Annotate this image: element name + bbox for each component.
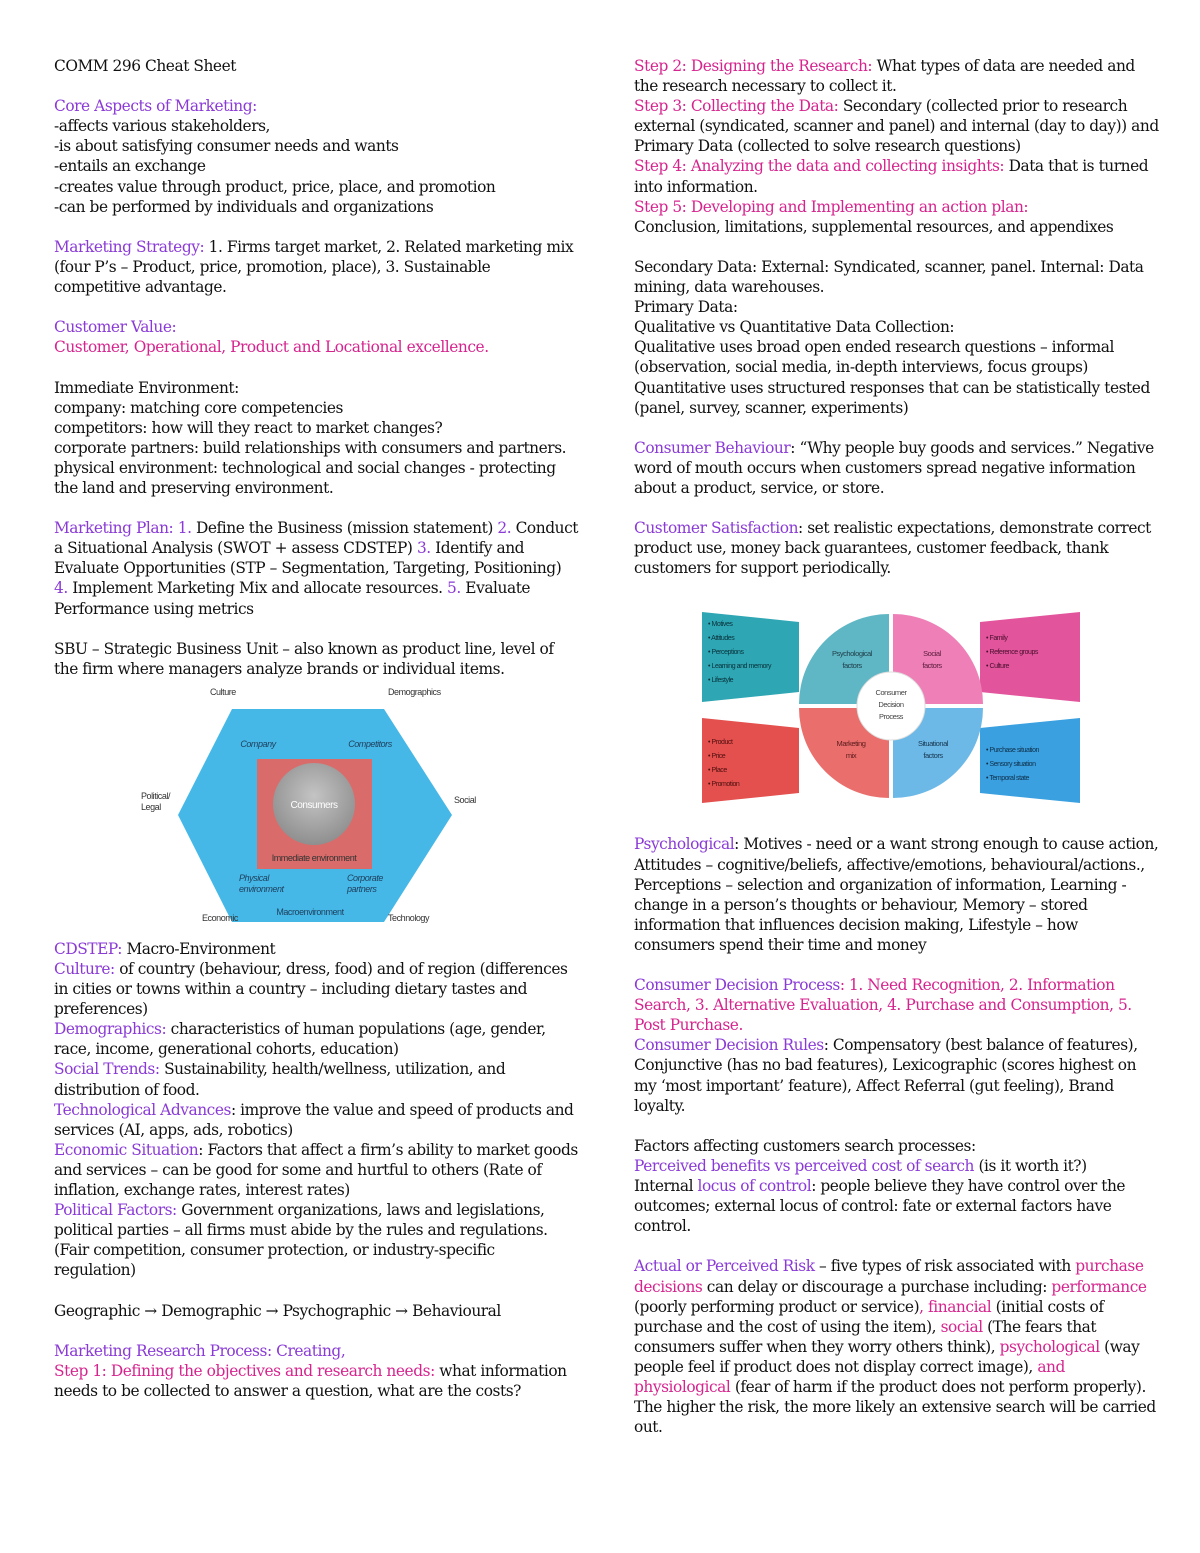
left-column [54, 56, 579, 1401]
risk-term: performance [1051, 1277, 1147, 1296]
cdstep-item-text: Government organizations, laws and legislations, political parties – all firms must abide by the rules and regulations. (Fair competition, consumer protection, or industry-specific regulation) [54, 1201, 548, 1280]
social-factor-item: • Reference groups [986, 649, 1038, 657]
cdstep-item [54, 1140, 579, 1200]
cdstep-label: CDSTEP: [54, 939, 123, 958]
psychological-factor-item: • Lifestyle [708, 677, 734, 685]
consumer-behaviour-text: : “Why people buy goods and services.” Negative word of mouth occurs when customers spread negative information about a product, service, or store. [634, 438, 1154, 497]
plan-number: 3. [416, 539, 431, 558]
cdstep-item-label: Culture: [54, 960, 115, 978]
marketing-mix-label: Marketing [836, 739, 866, 749]
marketing-mix-item: • Promotion [708, 781, 740, 789]
locus-prefix: Internal [634, 1177, 698, 1196]
psychological-text: : Motives - need or a want strong enough to cause action, Attitudes – cognitive/beliefs, affective/emotions, behavioural/actions., Perceptions – selection and organization of information, Learning - change in a person’s thoughts or behaviour, Memory – stored information that influences decision making, Lifestyle – how consumers spend their time and money [634, 835, 1159, 954]
consumer-decision-process-svg [634, 578, 1160, 834]
immediate-environment-heading: Immediate Environment: [54, 378, 239, 397]
cdstep-item [54, 1059, 579, 1099]
immediate-environment-line: corporate partners: build relationships with consumers and partners. [54, 438, 567, 457]
cdstep-item [54, 959, 579, 1019]
social-factors-panel [980, 612, 1080, 702]
psychological-factors-label: factors [842, 661, 862, 671]
research-step-text: what information needs to be collected to answer a question, what are the costs? [54, 1361, 567, 1400]
social-factor-item: • Culture [986, 663, 1009, 671]
risk-label: Actual or Perceived Risk [634, 1257, 815, 1276]
core-aspect-item: -creates value through product, price, place, and promotion [54, 177, 496, 196]
competitors-label: Competitors [348, 738, 392, 749]
core-aspect-item: -affects various stakeholders, [54, 117, 270, 136]
immediate-environment-line: competitors: how will they react to market changes? [54, 418, 443, 437]
research-step-text: Conclusion, limitations, supplemental resources, and appendixes [634, 217, 1114, 236]
risk-term: purchase decisions [634, 1257, 1144, 1296]
cdstep-item [54, 1200, 579, 1280]
plan-number: 5. [447, 579, 461, 598]
demographics-label: Demographics [388, 686, 441, 697]
immediate-environment-label: Immediate environment [271, 852, 357, 863]
risk-text: (way people feel if product does not display correct image), [634, 1337, 1140, 1376]
risk-text: (The fears that consumers suffer when they worry others think), [634, 1317, 1097, 1356]
marketing-mix-item: • Price [708, 753, 726, 761]
segmentation-flow: Geographic → Demographic → Psychographic → Behavioural [54, 1301, 501, 1320]
data-types-line: Quantitative uses structured responses that can be statistically tested (panel, survey, scanner, experiments) [634, 378, 1150, 417]
social-factor-item: • Family [986, 635, 1008, 643]
core-aspect-item: -entails an exchange [54, 157, 206, 176]
core-aspects-heading: Core Aspects of Marketing: [54, 97, 257, 116]
situational-factors-label: Situational [917, 739, 949, 749]
customer-value-section [54, 317, 579, 357]
cdstep-item-text: of country (behaviour, dress, food) and of region (differences in cities or towns within a country – including dietary tastes and preferences) [54, 960, 568, 1019]
locus-label: locus of control [697, 1177, 812, 1196]
core-aspect-item: -is about satisfying consumer needs and wants [54, 137, 399, 156]
plan-number: 1. [177, 519, 192, 538]
consumers-label: Consumers [290, 799, 338, 811]
customer-value-text: Customer, Operational, Product and Locational excellence. [54, 338, 489, 357]
situational-factor-item: • Temporal state [986, 775, 1029, 783]
technology-label: Technology [388, 912, 430, 923]
risk-text: – five types of risk associated with [814, 1257, 1076, 1276]
social-factors-label: Social [923, 649, 941, 659]
page-title: COMM 296 Cheat Sheet [54, 57, 236, 75]
risk-term: social [940, 1317, 983, 1336]
cdstep-item-text: Sustainability, health/wellness, utilization, and distribution of food. [54, 1060, 506, 1099]
locus-of-control [634, 1176, 1160, 1236]
plan-step-text: Conduct a Situational Analysis (SWOT + assess CDSTEP) [54, 519, 578, 558]
data-types-section [634, 257, 1160, 418]
consumer-decision-process-diagram [634, 578, 1160, 834]
marketing-environment-svg [54, 679, 579, 939]
psychological-factor-item: • Attitudes [708, 635, 735, 643]
cdstep-item-text: : improve the value and speed of products and services (AI, apps, ads, robotics) [54, 1100, 574, 1139]
immediate-environment-line: physical environment: technological and social changes - protecting the land and preserving environment. [54, 458, 556, 497]
cdstep-item [54, 1100, 579, 1140]
psychological-factor-item: • Motives [708, 621, 733, 629]
research-step [634, 156, 1160, 196]
situational-factors-label: factors [923, 751, 943, 761]
research-step-label: Step 4: Analyzing the data and collecting insights: [634, 157, 1005, 176]
company-label: Company [240, 738, 276, 749]
cdstep-item-label: Demographics: [54, 1020, 167, 1039]
core-aspects-section [54, 96, 579, 217]
consumer-decision-rules [634, 1035, 1160, 1115]
corporate-partners-label: partners [347, 883, 377, 894]
physical-environment-label: Physical [239, 872, 269, 883]
data-types-line: Qualitative vs Quantitative Data Collection: [634, 318, 955, 337]
psychological-factors [634, 834, 1160, 955]
psychological-factors-label: Psychological [831, 649, 873, 659]
risk-term: psychological [999, 1337, 1100, 1356]
marketing-environment-diagram [54, 679, 579, 939]
marketing-plan [54, 518, 579, 618]
plan-step-text: Evaluate Performance using metrics [54, 579, 531, 618]
marketing-mix-item: • Place [708, 767, 727, 775]
search-benefits [634, 1156, 1160, 1176]
marketing-plan-label: Marketing Plan: [54, 519, 178, 538]
customer-satisfaction-label: Customer Satisfaction [634, 519, 799, 538]
economic-label: Economic [202, 912, 238, 923]
psychological-factor-item: • Perceptions [708, 649, 744, 657]
data-types-line: Primary Data: [634, 298, 738, 317]
data-types-line: Qualitative uses broad open ended research questions – informal (observation, social media, in-depth interviews, focus groups) [634, 338, 1114, 377]
cdstep-item [54, 1019, 579, 1059]
cdstep-item-label: Economic Situation [54, 1140, 199, 1159]
risk-term: and physiological [634, 1357, 1065, 1396]
psychological-label: Psychological [634, 835, 735, 854]
search-benefits-label: Perceived benefits vs perceived cost of search [634, 1156, 974, 1175]
consumer-behaviour [634, 438, 1160, 498]
core-aspect-item: -can be performed by individuals and organizations [54, 197, 434, 216]
customer-satisfaction-text: : set realistic expectations, demonstrate correct product use, money back guarantees, customer feedback, thank customers for support periodically. [634, 519, 1151, 578]
cdstep-text: Macro-Environment [122, 939, 276, 958]
customer-satisfaction [634, 518, 1160, 578]
psychological-factor-item: • Learning and memory [708, 663, 772, 671]
culture-label: Culture [210, 686, 236, 697]
customer-value-label: Customer Value: [54, 318, 177, 337]
immediate-environment-line: company: matching core competencies [54, 398, 343, 417]
cdstep-item-label: Technological Advances [54, 1100, 231, 1119]
risk-text: (fear of harm if the product does not perform properly). The higher the risk, the more likely an extensive search will be carried out. [634, 1377, 1156, 1437]
decision-rules-label: Consumer Decision Rules [634, 1036, 824, 1055]
marketing-mix-panel [702, 718, 799, 803]
research-step-text: Secondary (collected prior to research external (syndicated, scanner and panel) and internal (day to day)) and Primary Data (collected to solve research questions) [634, 97, 1159, 156]
research-step-text: What types of data are needed and the research necessary to collect it. [634, 57, 1135, 96]
marketing-strategy [54, 237, 579, 297]
risk-text: can delay or discourage a purchase including: [702, 1277, 1052, 1296]
cdstep-item-text: characteristics of human populations (age, gender, race, income, generational cohorts, education) [54, 1020, 546, 1059]
locus-text: : people believe they have control over the outcomes; external locus of control: fate or external factors have control. [634, 1177, 1126, 1236]
macroenvironment-label: Macroenvironment [276, 906, 344, 917]
consumer-behaviour-label: Consumer Behaviour [634, 438, 791, 457]
immediate-environment-section [54, 378, 579, 499]
perceived-risk [634, 1256, 1160, 1437]
cdstep-item-label: Political Factors: [54, 1201, 177, 1220]
research-step-label: Step 1: Defining the objectives and research needs: [54, 1361, 435, 1380]
research-step [634, 56, 1160, 96]
corporate-partners-label: Corporate [347, 872, 383, 883]
cdstep-heading [54, 939, 579, 959]
plan-number: 4. [54, 579, 68, 598]
decision-rules-text: : Compensatory (best balance of features), Conjunctive (has no bad features), Lexicographic (scores highest on my ‘most important’ feature), Affect Referral (gut feeling), Brand loyalty. [634, 1036, 1138, 1115]
marketing-mix-label: mix [845, 751, 857, 761]
research-process-heading: Marketing Research Process: Creating, [54, 1341, 346, 1360]
risk-text: (poorly performing product or service) [634, 1297, 920, 1316]
decision-process-text: : 1. Need Recognition, 2. Information Search, 3. Alternative Evaluation, 4. Purchase and Consumption, 5. Post Purchase. [634, 976, 1132, 1035]
consumer-decision-process [634, 975, 1160, 1035]
cdstep-item-text: : Factors that affect a firm’s ability to market goods and services – can be good for some and hurtful to others (Rate of inflation, exchange rates, interest rates) [54, 1140, 578, 1200]
data-types-line: Secondary Data: External: Syndicated, scanner, panel. Internal: Data mining, data warehouses. [634, 257, 1144, 297]
research-step [634, 96, 1160, 156]
marketing-mix-item: • Product [708, 739, 733, 747]
situational-factor-item: • Purchase situation [986, 747, 1039, 755]
research-step-label: Step 3: Collecting the Data: [634, 97, 839, 116]
hub-label: Process [879, 712, 903, 722]
sbu-definition: SBU – Strategic Business Unit – also known as product line, level of the firm where managers analyze brands or individual items. [54, 639, 554, 678]
social-label: Social [454, 794, 476, 805]
political-legal-label: Political/ [141, 790, 171, 801]
plan-step-text: Implement Marketing Mix and allocate resources. [67, 579, 448, 598]
cdstep-item-label: Social Trends: [54, 1060, 160, 1079]
hub-label: Consumer [875, 688, 907, 698]
hub-label: Decision [878, 700, 904, 710]
right-column [634, 56, 1160, 1437]
risk-term: , financial [919, 1297, 992, 1316]
marketing-strategy-label: Marketing Strategy: [54, 237, 205, 256]
physical-environment-label: environment [239, 883, 284, 894]
research-step-label: Step 2: Designing the Research: [634, 57, 873, 75]
search-factors-heading: Factors affecting customers search processes: [634, 1136, 976, 1155]
search-benefits-text: (is it worth it?) [974, 1156, 1087, 1175]
plan-number: 2. [497, 519, 512, 538]
decision-process-label: Consumer Decision Process [634, 976, 840, 995]
plan-step-text: Identify and Evaluate Opportunities (STP – Segmentation, Targeting, Positioning) [54, 539, 562, 578]
plan-step-text: Define the Business (mission statement) [191, 519, 498, 538]
situational-factor-item: • Sensory situation [986, 761, 1036, 769]
research-step [634, 197, 1160, 237]
risk-text: (initial costs of purchase and the cost of using the item), [634, 1297, 1104, 1336]
marketing-strategy-text: 1. Firms target market, 2. Related marketing mix (four P’s – Product, price, promotion, place), 3. Sustainable competitive advantage. [54, 237, 574, 297]
social-factors-label: factors [922, 661, 942, 671]
research-step-text: Data that is turned into information. [634, 157, 1149, 196]
research-step-label: Step 5: Developing and Implementing an action plan: [634, 197, 1029, 216]
political-legal-label: Legal [141, 801, 161, 812]
research-step [54, 1361, 579, 1401]
